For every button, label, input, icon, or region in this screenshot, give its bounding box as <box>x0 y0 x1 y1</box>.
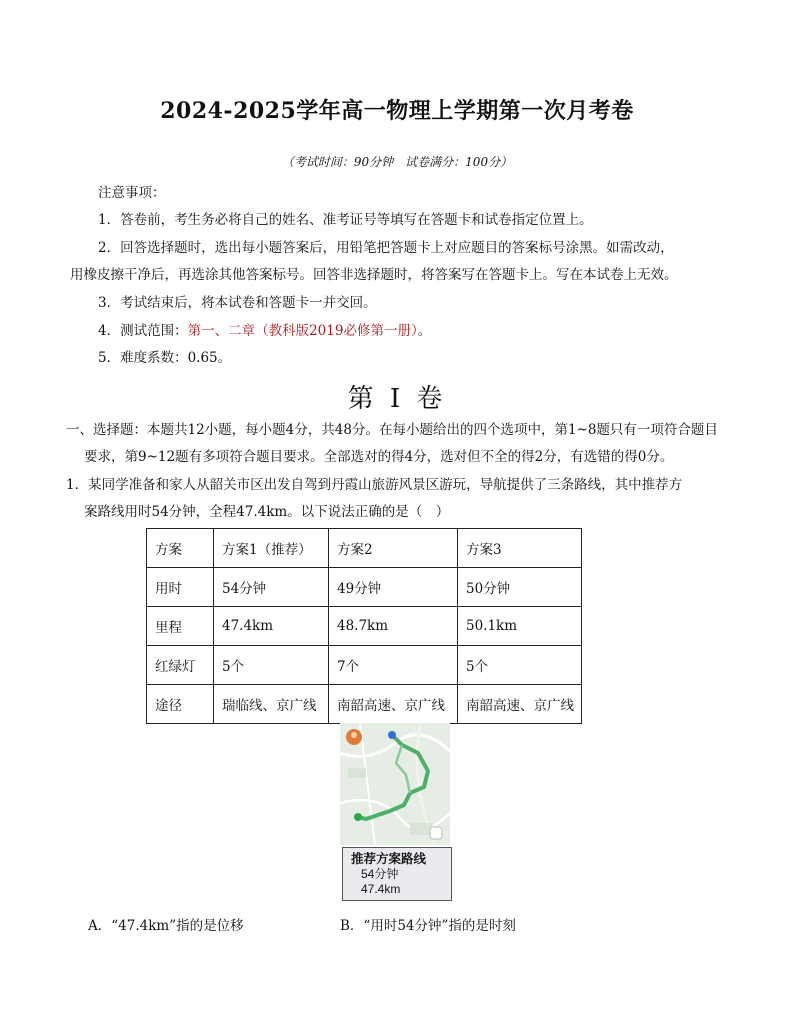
question-1-line-2: 案路线用时54分钟，全程47.4km。以下说法正确的是（ ） <box>84 504 450 520</box>
table-cell: 方案3 <box>458 529 582 568</box>
note-item-3: 3．考试结束后，将本试卷和答题卡一并交回。 <box>98 295 377 311</box>
table-cell: 48.7km <box>329 607 458 646</box>
note-item-2-line-1: 2．回答选择题时，选出每小题答案后，用铅笔把答题卡上对应题目的答案标号涂黑。如需改动， <box>98 240 674 256</box>
note-item-4-prefix: 4．测试范围： <box>98 323 188 339</box>
recommended-route-card <box>342 847 452 901</box>
destination-pin-icon <box>388 731 396 739</box>
table-row <box>147 646 582 685</box>
table-row <box>147 568 582 607</box>
section-title: 第 I 卷 <box>347 384 447 414</box>
route-map-image <box>340 723 450 845</box>
start-pin-icon <box>354 813 362 821</box>
table-cell: 方案1（推荐） <box>214 529 329 568</box>
table-cell: 50分钟 <box>458 568 582 607</box>
table-cell: 5个 <box>458 646 582 685</box>
table-row <box>147 529 582 568</box>
table-cell: 7个 <box>329 646 458 685</box>
option-b: B．“用时54分钟”指的是时刻 <box>340 918 516 934</box>
exam-subtitle: （考试时间：90分钟 试卷满分：100分） <box>281 155 513 169</box>
part1-instructions-line-2: 要求，第9~12题有多项符合题目要求。全部选对的得4分，选对但不全的得2分，有选错的得0分。 <box>84 449 674 465</box>
route-card-duration: 54分钟 <box>361 867 399 881</box>
table-cell: 54分钟 <box>214 568 329 607</box>
table-cell: 49分钟 <box>329 568 458 607</box>
option-a: A．“47.4km”指的是位移 <box>88 918 244 934</box>
route-card-title: 推荐方案路线 <box>351 852 427 866</box>
route-card-distance: 47.4km <box>361 882 401 896</box>
table-cell: 用时 <box>147 568 214 607</box>
table-cell: 瑞临线、京广线 <box>214 685 329 724</box>
note-item-5: 5．难度系数：0.65。 <box>98 350 232 366</box>
table-cell: 方案2 <box>329 529 458 568</box>
page-title: 2024-2025学年高一物理上学期第一次月考卷 <box>160 98 634 124</box>
table-cell: 5个 <box>214 646 329 685</box>
question-1-line-1: 1．某同学准备和家人从韶关市区出发自驾到丹霞山旅游风景区游玩，导航提供了三条路线，其中推荐方 <box>66 477 683 493</box>
table-cell: 47.4km <box>214 607 329 646</box>
table-row <box>147 685 582 724</box>
test-scope: 第一、二章（教科版2019必修第一册） <box>187 323 418 339</box>
table-row <box>147 607 582 646</box>
table-cell: 南韶高速、京广线 <box>329 685 458 724</box>
part1-instructions-line-1: 一、选择题：本题共12小题，每小题4分，共48分。在每小题给出的四个选项中，第1~8题只有一项符合题目 <box>66 422 718 438</box>
note-item-1: 1．答卷前，考生务必将自己的姓名、准考证号等填写在答题卡和试卷指定位置上。 <box>98 212 593 228</box>
table-cell: 途径 <box>147 685 214 724</box>
note-item-4-suffix: 。 <box>417 323 432 339</box>
notes-heading: 注意事项： <box>98 185 166 201</box>
route-map-graphic <box>340 723 450 845</box>
route-comparison-table <box>146 528 582 724</box>
table-cell: 方案 <box>147 529 214 568</box>
table-cell: 里程 <box>147 607 214 646</box>
note-item-4 <box>98 322 431 340</box>
table-cell: 南韶高速、京广线 <box>458 685 582 724</box>
table-cell: 红绿灯 <box>147 646 214 685</box>
note-item-2-line-2: 用橡皮擦干净后，再选涂其他答案标号。回答非选择题时，将答案写在答题卡上。写在本试卷上无效。 <box>70 267 678 283</box>
table-cell: 50.1km <box>458 607 582 646</box>
